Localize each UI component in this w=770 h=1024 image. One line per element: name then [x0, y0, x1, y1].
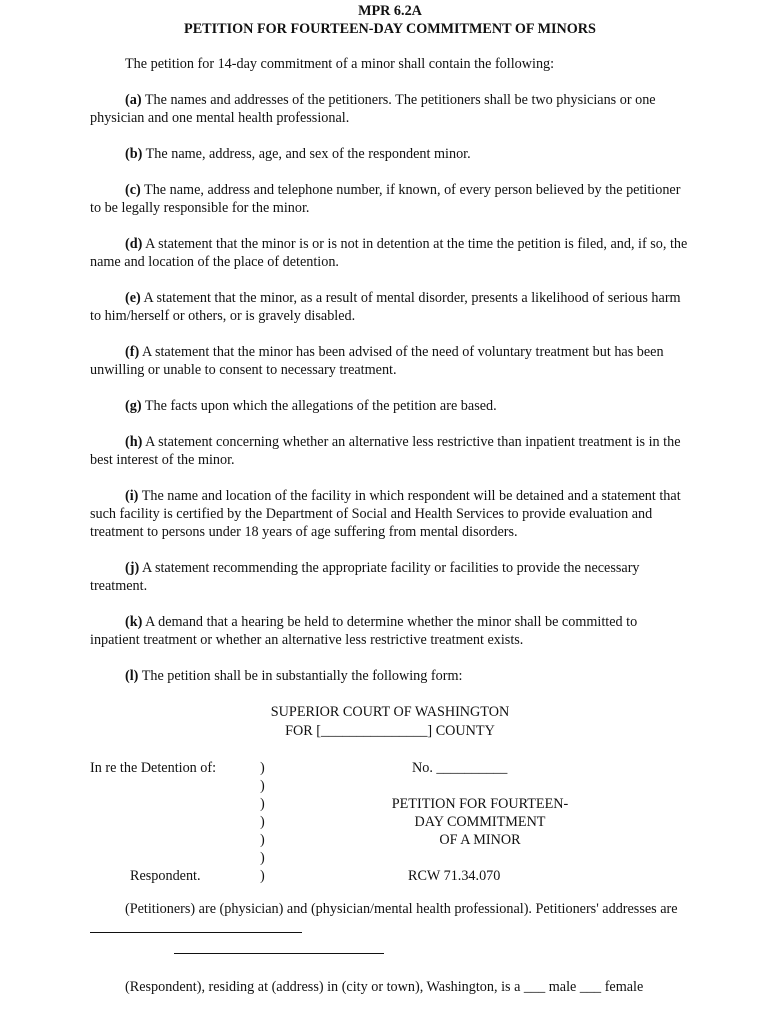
requirement-label: (k) — [125, 614, 143, 630]
requirement-label: (b) — [125, 146, 143, 162]
requirement-label: (j) — [125, 560, 140, 576]
rcw-citation: RCW 71.34.070 — [408, 868, 501, 884]
caption-paren: ) — [260, 832, 265, 848]
requirement-label: (e) — [125, 290, 141, 306]
requirement-paragraph — [90, 613, 690, 649]
case-number: No. __________ — [412, 760, 508, 776]
requirement-text: A statement that the minor, as a result of mental disorder, presents a likelihood of serious harm to him/herself or others, or is gravely disabled. — [90, 290, 681, 324]
caption-paren: ) — [260, 868, 265, 884]
requirement-text: A statement that the minor is or is not in detention at the time the petition is filed, and, if so, the name and location of the place of detention. — [90, 236, 688, 270]
caption-paren: ) — [260, 814, 265, 830]
requirement-paragraph — [90, 181, 690, 217]
requirement-label: (f) — [125, 344, 140, 360]
intro-text: The petition for 14-day commitment of a minor shall contain the following: — [125, 56, 555, 72]
requirement-text: A statement concerning whether an alternative less restrictive than inpatient treatment is in the best interest of the minor. — [90, 434, 681, 468]
court-county: FOR [_______________] COUNTY — [285, 723, 495, 739]
requirement-text: A demand that a hearing be held to determine whether the minor shall be committed to inpatient treatment or whether an alternative less restrictive treatment exists. — [90, 614, 638, 648]
requirement-label: (c) — [125, 182, 141, 198]
requirement-label: (a) — [125, 92, 142, 108]
requirement-paragraph — [90, 289, 690, 325]
rule-id: MPR 6.2A — [358, 3, 422, 19]
caption-paren: ) — [260, 760, 265, 776]
court-heading — [90, 703, 690, 741]
requirement-label: (h) — [125, 434, 143, 450]
petitioners-text: (Petitioners) are (physician) and (physician/mental health professional). Petitioners' addresses are — [125, 901, 678, 917]
petition-title-line-1: PETITION FOR FOURTEEN- — [391, 796, 569, 812]
requirement-text: A statement that the minor has been advised of the need of voluntary treatment but has been unwilling or unable to consent to necessary treatment. — [90, 344, 664, 378]
requirement-label: (i) — [125, 488, 139, 504]
petitioners-paragraph — [90, 900, 690, 954]
requirement-paragraph — [90, 559, 690, 595]
respondent-label: Respondent. — [130, 868, 201, 884]
caption-parentheses — [260, 759, 265, 885]
requirement-text: The facts upon which the allegations of the petition are based. — [141, 398, 497, 414]
requirement-label: (d) — [125, 236, 143, 252]
respondent-paragraph: (Respondent), residing at (address) in (city or town), Washington, is a ___ male ___ female — [125, 979, 644, 995]
requirements-list — [90, 91, 690, 685]
requirement-text: The names and addresses of the petitioners. The petitioners shall be two physicians or one physician and one mental health professional. — [90, 92, 656, 126]
requirement-text: A statement recommending the appropriate facility or facilities to provide the necessary treatment. — [90, 560, 640, 594]
caption-paren: ) — [260, 850, 265, 866]
requirement-paragraph — [90, 343, 690, 379]
requirement-text: The name, address, age, and sex of the respondent minor. — [142, 146, 471, 162]
requirement-paragraph — [90, 91, 690, 127]
document-title: PETITION FOR FOURTEEN-DAY COMMITMENT OF MINORS — [184, 21, 596, 37]
petition-title — [380, 795, 580, 849]
requirement-label: (l) — [125, 668, 139, 684]
requirement-text: The name, address and telephone number, if known, of every person believed by the petitioner to be legally responsible for the minor. — [90, 182, 681, 216]
case-caption — [90, 759, 690, 883]
address-blank-1[interactable] — [90, 919, 302, 933]
requirement-label: (g) — [125, 398, 142, 414]
requirement-paragraph — [90, 433, 690, 469]
requirement-text: The name and location of the facility in which respondent will be detained and a statement that such facility is certified by the Department of Social and Health Services to provide evaluation and treatment to persons under 18 years of age suffering from mental disorders. — [90, 488, 681, 540]
caption-paren: ) — [260, 796, 265, 812]
petition-title-line-2: DAY COMMITMENT — [414, 814, 546, 830]
requirement-text: The petition shall be in substantially the following form: — [138, 668, 463, 684]
address-blank-2[interactable] — [174, 939, 384, 954]
requirement-paragraph — [90, 397, 690, 415]
requirement-paragraph — [90, 667, 690, 685]
requirement-paragraph — [90, 145, 690, 163]
court-name: SUPERIOR COURT OF WASHINGTON — [270, 704, 510, 720]
document-page — [90, 0, 690, 996]
requirement-paragraph — [90, 487, 690, 541]
caption-paren: ) — [260, 778, 265, 794]
in-re-label: In re the Detention of: — [90, 760, 217, 776]
requirement-paragraph — [90, 235, 690, 271]
petition-title-line-3: OF A MINOR — [439, 832, 521, 848]
